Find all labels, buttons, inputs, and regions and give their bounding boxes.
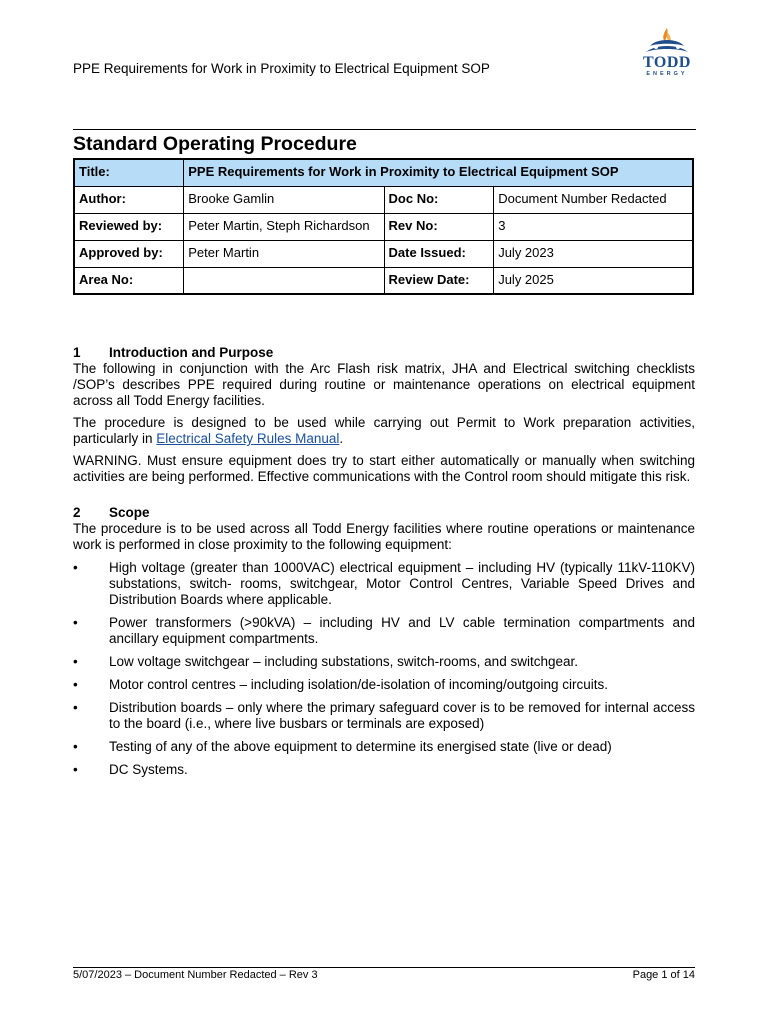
list-item [73, 654, 695, 670]
document-metadata-table [73, 158, 694, 295]
approved-by-value: Peter Martin [184, 240, 384, 267]
table-row-title [74, 159, 693, 186]
footer-page-number: Page 1 of 14 [632, 969, 695, 981]
bullet-icon: • [73, 677, 78, 692]
list-item-text: High voltage (greater than 1000VAC) electrical equipment – including HV (typically 11kV-110KV) substations, switch- rooms, switchgear, Motor Control Centres, Variable Speed Drives and Distribution Boards where applicable. [109, 560, 695, 607]
list-item [73, 677, 695, 693]
review-date-value: July 2025 [494, 267, 693, 294]
scope-intro-paragraph: The procedure is to be used across all Todd Energy facilities where routine operations or maintenance work is performed in close proximity to the following equipment: [73, 521, 695, 552]
table-row [74, 240, 693, 267]
list-item [73, 560, 695, 608]
document-body [73, 345, 695, 785]
paragraph-text-end: . [339, 431, 344, 446]
section-2-heading [73, 505, 695, 521]
procedure-paragraph [73, 415, 695, 447]
bullet-icon: • [73, 654, 78, 669]
bullet-icon: • [73, 700, 78, 715]
table-row [74, 186, 693, 213]
section-number: 2 [73, 505, 81, 520]
list-item-text: Power transformers (>90kVA) – including HV and LV cable termination compartments and ancillary equipment compartments. [109, 615, 695, 646]
rev-no-value: 3 [494, 213, 693, 240]
list-item-text: Motor control centres – including isolation/de-isolation of incoming/outgoing circuits. [109, 677, 609, 692]
section-heading-text: Introduction and Purpose [109, 345, 274, 360]
author-value: Brooke Gamlin [184, 186, 384, 213]
document-title: Standard Operating Procedure [73, 129, 696, 156]
list-item [73, 739, 695, 755]
table-row [74, 213, 693, 240]
date-issued-label: Date Issued: [384, 240, 494, 267]
list-item [73, 700, 695, 732]
doc-no-label: Doc No: [384, 186, 494, 213]
page-footer [73, 967, 695, 981]
section-heading-text: Scope [109, 505, 150, 520]
list-item [73, 762, 695, 778]
bullet-icon: • [73, 762, 78, 777]
table-row [74, 267, 693, 294]
date-issued-value: July 2023 [494, 240, 693, 267]
rev-no-label: Rev No: [384, 213, 494, 240]
list-item-text: Testing of any of the above equipment to determine its energised state (live or dead) [109, 739, 612, 754]
title-value: PPE Requirements for Work in Proximity to Electrical Equipment SOP [184, 159, 693, 186]
bullet-icon: • [73, 560, 78, 575]
scope-bullet-list [73, 560, 695, 778]
intro-paragraph: The following in conjunction with the Arc Flash risk matrix, JHA and Electrical switching checklists /SOP’s describes PPE required during routine or maintenance operations on electrical equipment across all Todd Energy facilities. [73, 361, 695, 408]
doc-no-value: Document Number Redacted [494, 186, 693, 213]
list-item-text: DC Systems. [109, 762, 188, 777]
electrical-safety-rules-link[interactable]: Electrical Safety Rules Manual [156, 431, 340, 446]
page-header-title: PPE Requirements for Work in Proximity to Electrical Equipment SOP [73, 61, 490, 76]
flame-wave-icon [636, 26, 698, 56]
reviewed-by-value: Peter Martin, Steph Richardson [184, 213, 384, 240]
warning-paragraph: WARNING. Must ensure equipment does try to start either automatically or manually when switching activities are being performed. Effective communications with the Control room should mitigate this risk. [73, 453, 695, 484]
bullet-icon: • [73, 739, 78, 754]
list-item [73, 615, 695, 647]
author-label: Author: [74, 186, 184, 213]
footer-doc-info: 5/07/2023 – Document Number Redacted – Rev 3 [73, 969, 318, 981]
list-item-text: Distribution boards – only where the primary safeguard cover is to be removed for internal access to the board (i.e., where live busbars or terminals are exposed) [109, 700, 695, 731]
todd-energy-logo [636, 26, 698, 82]
logo-subtext: ENERGY [646, 71, 688, 77]
area-no-label: Area No: [74, 267, 184, 294]
review-date-label: Review Date: [384, 267, 494, 294]
paragraph-text: The procedure is designed to be used while carrying out Permit to Work preparation activities, particularly in [73, 415, 695, 446]
section-number: 1 [73, 345, 81, 360]
title-label: Title: [74, 159, 184, 186]
section-1-heading [73, 345, 695, 361]
approved-by-label: Approved by: [74, 240, 184, 267]
area-no-value [184, 267, 384, 294]
reviewed-by-label: Reviewed by: [74, 213, 184, 240]
bullet-icon: • [73, 615, 78, 630]
list-item-text: Low voltage switchgear – including substations, switch-rooms, and switchgear. [109, 654, 578, 669]
logo-wordmark: TODD [643, 54, 691, 71]
